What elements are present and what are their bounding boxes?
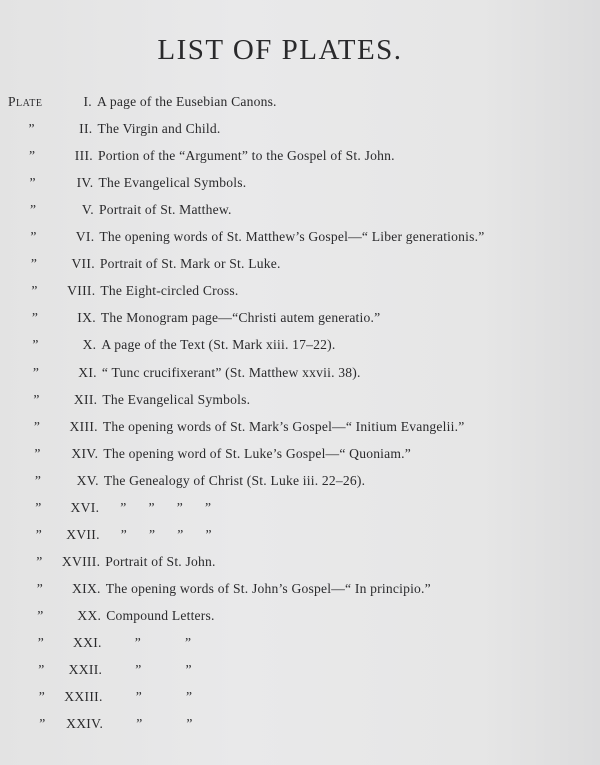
- ditto-mark: ”: [185, 689, 193, 705]
- plate-numeral: XII.: [73, 391, 98, 407]
- ditto-mark: ”: [148, 499, 155, 515]
- plate-row: [0, 281, 600, 301]
- plate-row: [0, 714, 600, 734]
- plate-row: [0, 92, 600, 112]
- plate-numeral: XVI.: [70, 499, 100, 515]
- plate-numeral: XVII.: [66, 526, 100, 542]
- plate-numeral: XI.: [78, 364, 97, 380]
- plate-numeral: I.: [83, 94, 92, 109]
- ditto-label: ”: [39, 716, 46, 732]
- ditto-label: ”: [29, 175, 36, 191]
- plate-numeral: XXIV.: [66, 716, 104, 732]
- plate-numeral: XX.: [77, 607, 102, 623]
- plate-numeral: XIX.: [72, 580, 101, 596]
- plate-numeral: XVIII.: [61, 553, 101, 569]
- ditto-mark: ”: [186, 716, 193, 732]
- ditto-label: ”: [35, 499, 42, 515]
- ditto-label: ”: [37, 635, 45, 650]
- plate-word: Plate: [8, 94, 43, 109]
- ditto-label: ”: [28, 121, 36, 137]
- ditto-mark: ”: [184, 635, 192, 650]
- plate-description: Portrait of St. John.: [105, 553, 216, 569]
- plate-row: [0, 335, 600, 355]
- plate-row: [0, 444, 600, 464]
- plate-numeral: XXIII.: [64, 689, 103, 705]
- ditto-marks: [108, 714, 236, 734]
- plate-description: “ Tunc crucifixerant” (St. Matthew xxvii. 38).: [101, 364, 361, 380]
- plate-numeral: X.: [82, 337, 97, 353]
- plate-row: [0, 119, 600, 139]
- ditto-label: ”: [37, 607, 44, 623]
- plate-description: Portrait of St. Matthew.: [98, 202, 232, 218]
- ditto-mark: ”: [136, 716, 143, 732]
- plate-description: The Genealogy of Christ (St. Luke iii. 22–26).: [103, 472, 366, 488]
- plate-description: The Eight-circled Cross.: [100, 283, 239, 299]
- ditto-mark: ”: [120, 526, 128, 542]
- plate-row: [0, 390, 600, 410]
- ditto-label: ”: [31, 283, 38, 299]
- plate-row: [0, 579, 600, 599]
- plate-row: [0, 552, 600, 572]
- plate-numeral: XIV.: [71, 445, 99, 461]
- plate-row: [0, 254, 600, 274]
- plate-numeral: V.: [81, 202, 94, 218]
- plate-row: [0, 498, 600, 518]
- plate-description: Portrait of St. Mark or St. Luke.: [99, 256, 281, 272]
- ditto-mark: ”: [176, 499, 183, 515]
- plate-description: The Virgin and Child.: [97, 121, 221, 137]
- plate-description: The Monogram page—“Christi autem generatio.”: [100, 310, 381, 326]
- plate-numeral: IV.: [76, 175, 94, 191]
- plate-numeral: XXI.: [72, 635, 102, 650]
- plate-numeral: III.: [74, 148, 93, 164]
- ditto-marks: [108, 687, 236, 707]
- plate-numeral: XIII.: [69, 418, 98, 434]
- ditto-mark: ”: [135, 689, 142, 705]
- ditto-label: ”: [33, 418, 41, 434]
- ditto-mark: ”: [120, 499, 127, 515]
- plate-numeral: VI.: [75, 229, 95, 245]
- ditto-mark: ”: [149, 526, 156, 542]
- ditto-mark: ”: [205, 526, 212, 542]
- plate-numeral: XV.: [76, 472, 99, 488]
- ditto-mark: ”: [205, 499, 212, 515]
- ditto-label: ”: [38, 689, 46, 705]
- plate-numeral: IX.: [77, 310, 96, 326]
- plate-description: A page of the Eusebian Canons.: [97, 94, 277, 109]
- plate-description: A page of the Text (St. Mark xiii. 17–22).: [101, 337, 336, 353]
- ditto-mark: ”: [177, 526, 184, 542]
- ditto-label: ”: [30, 229, 37, 245]
- ditto-label: ”: [38, 662, 45, 678]
- ditto-label: ”: [34, 472, 42, 488]
- plate-description: The opening words of St. Mark’s Gospel—“ Initium Evangelii.”: [102, 418, 465, 434]
- plate-row: [0, 200, 600, 220]
- ditto-mark: ”: [185, 662, 192, 678]
- ditto-label: ”: [32, 337, 39, 353]
- ditto-marks: [104, 498, 233, 518]
- plate-row: [0, 363, 600, 383]
- plate-description: Portion of the “Argument” to the Gospel of St. John.: [97, 148, 395, 164]
- plate-row: [0, 227, 600, 247]
- ditto-marks: [105, 525, 234, 545]
- plate-description: The opening word of St. Luke’s Gospel—“ Quoniam.”: [103, 445, 412, 461]
- ditto-label: ”: [29, 202, 37, 218]
- ditto-label: ”: [31, 310, 39, 326]
- plate-description: The Evangelical Symbols.: [102, 391, 251, 407]
- plate-row: [0, 471, 600, 491]
- ditto-label: ”: [36, 580, 44, 596]
- plate-numeral: VIII.: [67, 283, 96, 299]
- plate-row: [0, 660, 600, 680]
- plate-row: [0, 173, 600, 193]
- plate-row: [0, 146, 600, 166]
- ditto-label: ”: [32, 364, 40, 380]
- plate-numeral: XXII.: [68, 662, 103, 678]
- plate-description: Compound Letters.: [106, 607, 215, 623]
- plate-description: The opening words of St. John’s Gospel—“ In principio.”: [105, 580, 431, 596]
- ditto-marks: [107, 633, 235, 653]
- plate-row: [0, 687, 600, 707]
- plate-numeral: VII.: [71, 256, 95, 272]
- plate-description: The opening words of St. Matthew’s Gospel—“ Liber generationis.”: [99, 229, 485, 245]
- plate-numeral: II.: [79, 121, 93, 137]
- ditto-label: ”: [35, 526, 43, 542]
- ditto-label: ”: [36, 553, 43, 569]
- ditto-label: ”: [30, 256, 38, 272]
- plate-row: [0, 606, 600, 626]
- ditto-marks: [107, 660, 235, 680]
- ditto-label: ”: [33, 391, 40, 407]
- ditto-label: ”: [28, 148, 36, 164]
- plate-row: [0, 417, 600, 437]
- plate-row: [0, 525, 600, 545]
- ditto-mark: ”: [134, 635, 141, 650]
- plate-row: [0, 308, 600, 328]
- plate-row: [0, 633, 600, 653]
- page-title: LIST OF PLATES.: [157, 34, 403, 66]
- ditto-mark: ”: [135, 662, 142, 678]
- ditto-label: ”: [34, 445, 41, 461]
- plate-description: The Evangelical Symbols.: [98, 175, 247, 191]
